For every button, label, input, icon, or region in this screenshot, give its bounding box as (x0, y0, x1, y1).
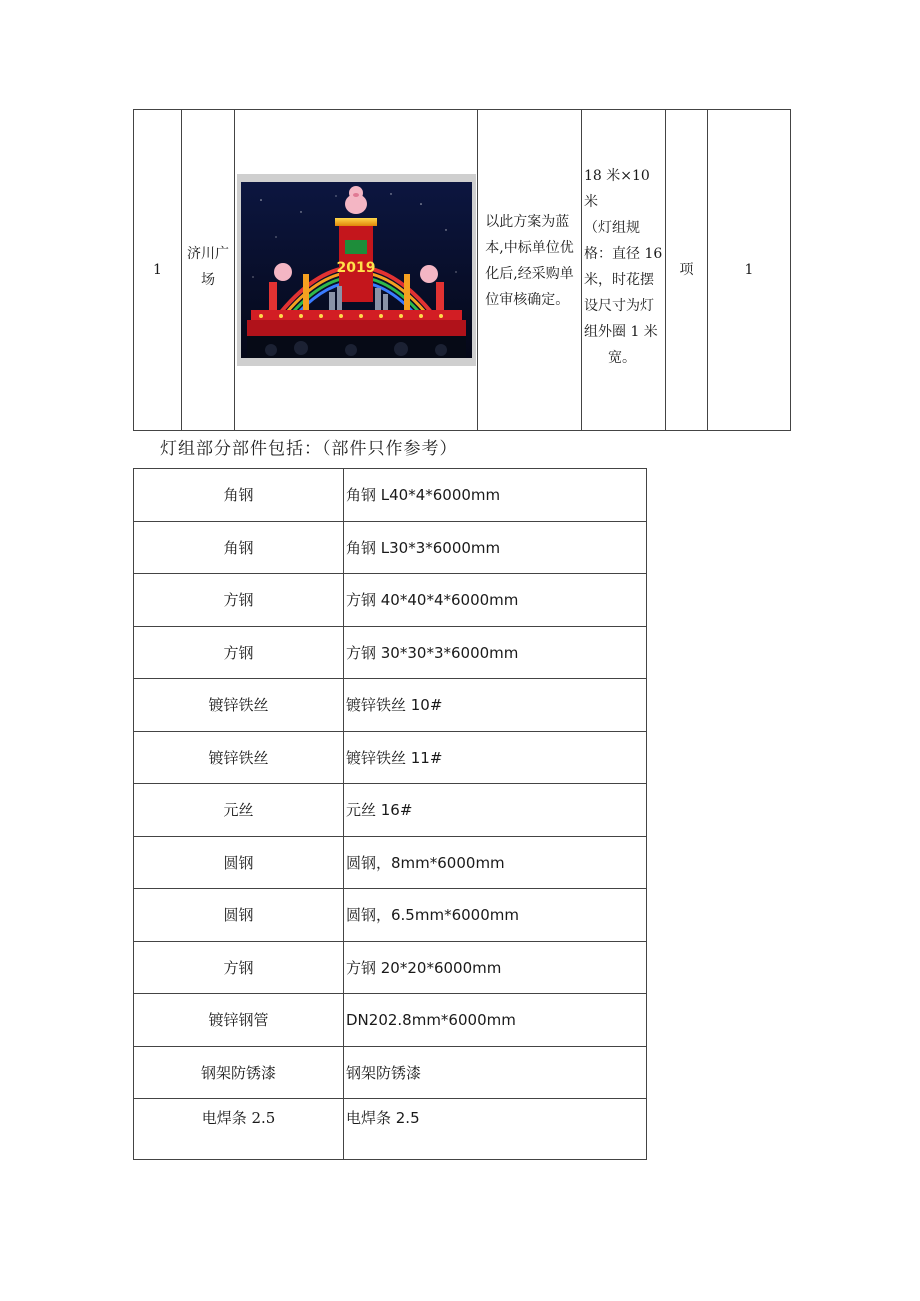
part-name: 钢架防锈漆 (134, 1046, 344, 1099)
item-specification (582, 110, 666, 431)
part-spec: 方钢 30*30*3*6000mm (344, 626, 647, 679)
parts-caption: 灯组部分部件包括：（部件只作参考） (160, 439, 458, 459)
part-name: 镀锌钢管 (134, 994, 344, 1047)
part-spec: 方钢 20*20*6000mm (344, 941, 647, 994)
part-spec: 圆钢，6.5mm*6000mm (344, 889, 647, 942)
part-spec: 圆钢，8mm*6000mm (344, 836, 647, 889)
part-spec: 元丝 16# (344, 784, 647, 837)
part-name: 圆钢 (134, 836, 344, 889)
description-line: 以此方案为蓝 (485, 214, 570, 230)
table-row (134, 941, 647, 994)
table-row (134, 889, 647, 942)
part-spec: 角钢 L40*4*6000mm (344, 469, 647, 522)
table-row (134, 784, 647, 837)
part-spec: 镀锌铁丝 10# (344, 679, 647, 732)
table-row (134, 994, 647, 1047)
description-line: 位审核确定。 (485, 292, 570, 308)
part-spec: 电焊条 2.5 (344, 1099, 647, 1160)
part-spec: DN202.8mm*6000mm (344, 994, 647, 1047)
item-unit: 项 (666, 110, 708, 431)
description-line: 化后,经采购单 (485, 266, 574, 282)
spec-line: 设尺寸为灯 (584, 298, 654, 314)
table-row (134, 521, 647, 574)
table-row (134, 1046, 647, 1099)
location-line-2: 场 (201, 272, 215, 288)
spec-line: （灯组规 (584, 220, 640, 236)
part-name: 方钢 (134, 941, 344, 994)
part-name: 元丝 (134, 784, 344, 837)
table-row (134, 574, 647, 627)
item-table (133, 109, 791, 431)
table-row (134, 836, 647, 889)
spec-line: 米，时花摆 (584, 272, 654, 288)
description-line: 本,中标单位优 (485, 240, 574, 256)
part-name: 方钢 (134, 626, 344, 679)
table-row (134, 469, 647, 522)
part-name: 镀锌铁丝 (134, 679, 344, 732)
part-spec: 镀锌铁丝 11# (344, 731, 647, 784)
spec-line: 18 米×10 米 (584, 168, 650, 210)
table-row (134, 679, 647, 732)
part-name: 镀锌铁丝 (134, 731, 344, 784)
item-description (478, 110, 582, 431)
lantern-illustration (241, 182, 472, 358)
lantern-display-image (237, 174, 476, 366)
spec-line: 宽。 (608, 350, 636, 366)
item-quantity: 1 (708, 110, 791, 431)
table-row (134, 626, 647, 679)
part-name: 方钢 (134, 574, 344, 627)
spec-line: 组外圈 1 米 (584, 324, 658, 340)
part-name: 角钢 (134, 469, 344, 522)
item-location (182, 110, 235, 431)
item-image-cell (235, 110, 478, 431)
part-spec: 角钢 L30*3*6000mm (344, 521, 647, 574)
location-line-1: 济川广 (187, 246, 229, 262)
spec-line: 格：直径 16 (584, 246, 663, 262)
part-name: 电焊条 2.5 (134, 1099, 344, 1160)
table-row (134, 1099, 647, 1160)
table-row (134, 731, 647, 784)
part-spec: 钢架防锈漆 (344, 1046, 647, 1099)
item-number: 1 (134, 110, 182, 431)
item-row (134, 110, 791, 431)
part-name: 圆钢 (134, 889, 344, 942)
parts-table (133, 468, 647, 1160)
lantern-year-text: 2019 (336, 260, 375, 276)
part-name: 角钢 (134, 521, 344, 574)
part-spec: 方钢 40*40*4*6000mm (344, 574, 647, 627)
